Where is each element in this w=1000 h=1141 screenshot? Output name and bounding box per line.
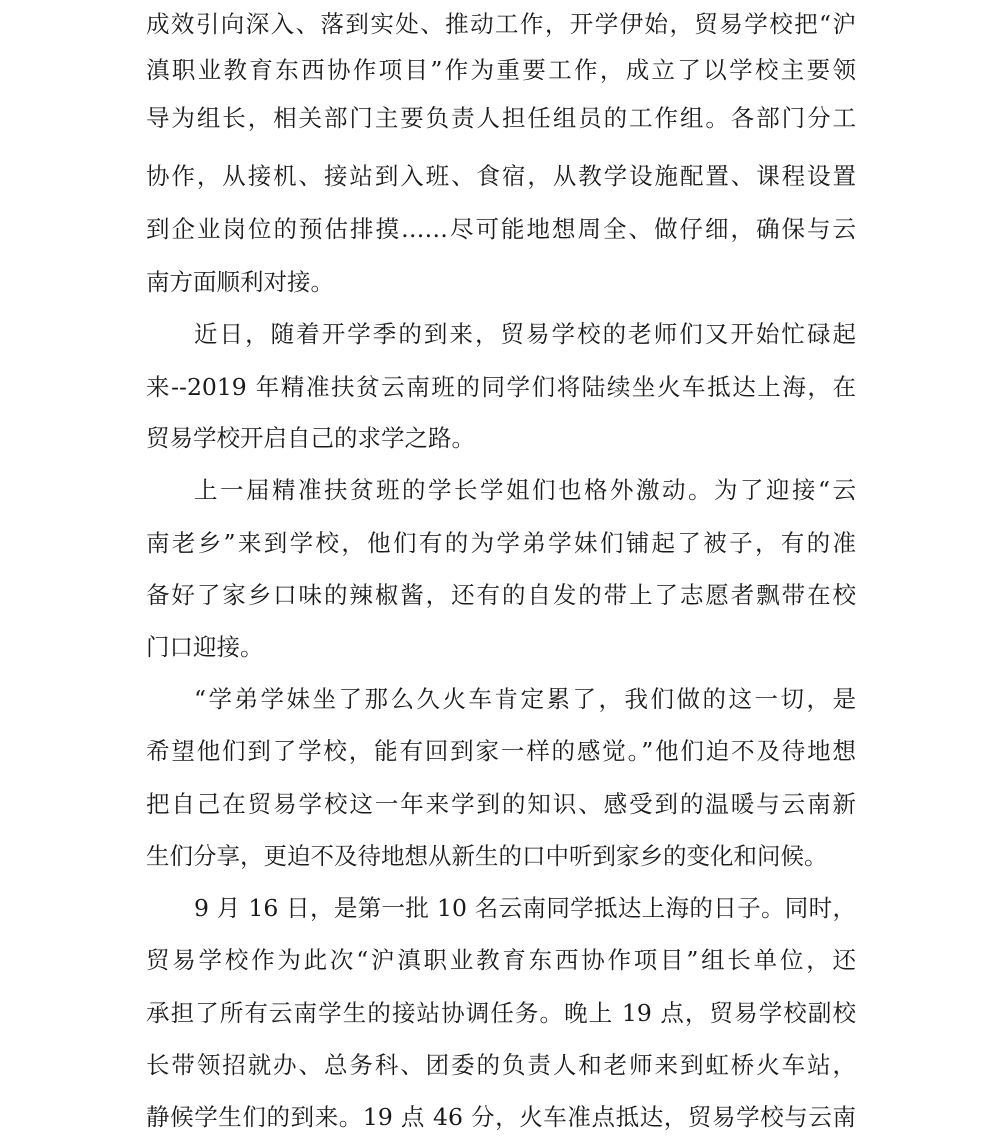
paragraph-line: 门口迎接。 [146, 633, 264, 661]
paragraph-line: 成效引向深入、落到实处、推动工作，开学伊始，贸易学校把“沪 [146, 10, 856, 38]
paragraph-line: 贸易学校作为此次“沪滇职业教育东西协作项目”组长单位，还 [146, 946, 856, 974]
paragraph-line: 9 月 16 日，是第一批 10 名云南同学抵达上海的日子。同时， [194, 894, 856, 922]
paragraph-line: 备好了家乡口味的辣椒酱，还有的自发的带上了志愿者飘带在校 [146, 581, 856, 609]
paragraph-line: 南方面顺利对接。 [146, 268, 334, 296]
paragraph-line: 到企业岗位的预估排摸……尽可能地想周全、做仔细，确保与云 [146, 215, 856, 243]
paragraph-line: 滇职业教育东西协作项目”作为重要工作，成立了以学校主要领 [146, 56, 856, 84]
paragraph-line: 把自己在贸易学校这一年来学到的知识、感受到的温暖与云南新 [146, 790, 856, 818]
paragraph-line: 导为组长，相关部门主要负责人担任组员的工作组。各部门分工 [146, 104, 856, 132]
paragraph-line: “学弟学妹坐了那么久火车肯定累了，我们做的这一切，是 [194, 685, 856, 713]
paragraph-line: 长带领招就办、总务科、团委的负责人和老师来到虹桥火车站， [146, 1051, 856, 1079]
paragraph-line: 贸易学校开启自己的求学之路。 [146, 424, 475, 452]
paragraph-line: 近日，随着开学季的到来，贸易学校的老师们又开始忙碌起 [194, 320, 856, 348]
paragraph-line: 协作，从接机、接站到入班、食宿，从教学设施配置、课程设置 [146, 162, 856, 190]
paragraph-line: 来--2019 年精准扶贫云南班的同学们将陆续坐火车抵达上海，在 [146, 373, 856, 401]
paragraph-line: 希望他们到了学校，能有回到家一样的感觉。”他们迫不及待地想 [146, 737, 856, 765]
paragraph-line: 南老乡”来到学校，他们有的为学弟学妹们铺起了被子，有的准 [146, 529, 856, 557]
paragraph-line: 静候学生们的到来。19 点 46 分，火车准点抵达，贸易学校与云南 [146, 1103, 856, 1131]
paragraph-line: 生们分享，更迫不及待地想从新生的口中听到家乡的变化和问候。 [146, 842, 828, 870]
paragraph-line: 上一届精准扶贫班的学长学姐们也格外激动。为了迎接“云 [194, 476, 856, 504]
paragraph-line: 承担了所有云南学生的接站协调任务。晚上 19 点，贸易学校副校 [146, 999, 856, 1027]
